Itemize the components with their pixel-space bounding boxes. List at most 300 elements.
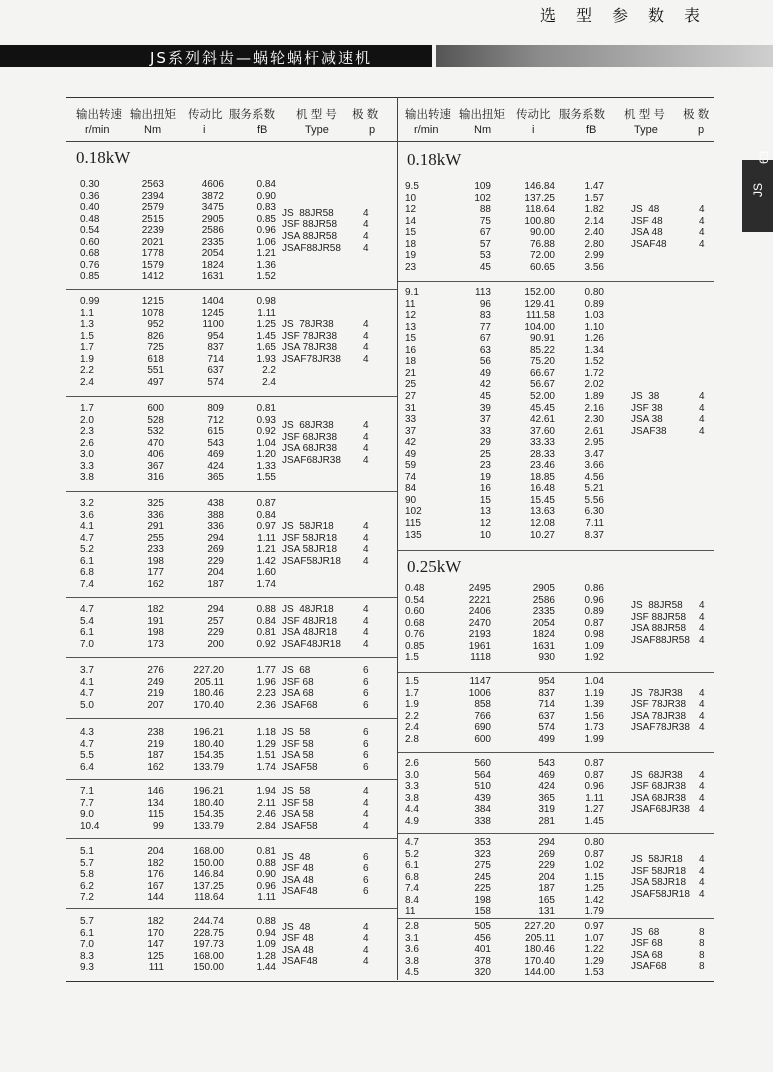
model-type-cell: JSA 68JR38 bbox=[282, 443, 338, 455]
ratio-cell: 543 bbox=[207, 437, 224, 449]
torque-cell: 219 bbox=[147, 738, 164, 750]
torque-cell: 1147 bbox=[469, 676, 491, 687]
speed-cell: 102 bbox=[405, 506, 422, 518]
torque-cell: 29 bbox=[479, 437, 491, 449]
speed-cell: 3.8 bbox=[405, 792, 419, 804]
speed-cell: 7.7 bbox=[80, 797, 94, 809]
model-type-cell: JSA 48 bbox=[282, 874, 314, 886]
ratio-cell: 90.00 bbox=[529, 227, 555, 239]
ratio-cell: 16.48 bbox=[529, 483, 555, 495]
service-factor-cell: 1.47 bbox=[584, 181, 604, 192]
pole-count-cell: 4 bbox=[699, 804, 705, 816]
service-factor-cell: 5.21 bbox=[584, 483, 604, 495]
col-torque-cn: 输出扭矩 bbox=[459, 109, 505, 121]
model-type-cell: JSA 68 bbox=[282, 688, 314, 700]
torque-cell: 325 bbox=[147, 498, 164, 509]
col-service-cn: 服务系数 bbox=[559, 109, 605, 121]
torque-cell: 49 bbox=[479, 367, 491, 379]
speed-cell: 7.4 bbox=[405, 883, 419, 895]
model-type-cell: JS 48 bbox=[282, 851, 311, 863]
col-torque-cn: 输出扭矩 bbox=[130, 109, 176, 121]
torque-cell: 378 bbox=[474, 955, 491, 967]
torque-cell: 2239 bbox=[141, 225, 164, 237]
torque-cell: 2470 bbox=[468, 617, 491, 629]
torque-cell: 401 bbox=[474, 944, 491, 956]
ratio-cell: 2335 bbox=[532, 606, 555, 618]
col-speed-unit: r/min bbox=[414, 124, 439, 136]
ratio-cell: 205.11 bbox=[525, 932, 555, 944]
group-separator bbox=[398, 833, 714, 834]
speed-cell: 1.9 bbox=[80, 353, 94, 365]
pole-count-cell: 4 bbox=[363, 342, 369, 354]
service-factor-cell: 1.72 bbox=[584, 367, 604, 379]
torque-cell: 2221 bbox=[468, 594, 491, 606]
service-factor-cell: 0.88 bbox=[256, 604, 276, 615]
speed-cell: 25 bbox=[405, 379, 417, 391]
model-type-cell: JSA 58 bbox=[282, 750, 314, 762]
torque-cell: 952 bbox=[147, 319, 164, 331]
model-type-cell: JSA 78JR38 bbox=[631, 710, 687, 722]
speed-cell: 8.4 bbox=[405, 894, 419, 906]
service-factor-cell: 1.74 bbox=[256, 578, 276, 590]
torque-cell: 336 bbox=[147, 509, 164, 521]
model-type-cell: JSA 48 bbox=[282, 944, 314, 956]
ratio-cell: 4606 bbox=[201, 179, 224, 190]
speed-cell: 18 bbox=[405, 238, 417, 250]
speed-cell: 4.7 bbox=[405, 837, 419, 848]
ratio-cell: 196.21 bbox=[193, 786, 224, 797]
torque-cell: 42 bbox=[479, 379, 491, 391]
model-type-cell: JSF 68 bbox=[631, 938, 663, 950]
torque-cell: 176 bbox=[147, 869, 164, 881]
ratio-cell: 12.08 bbox=[529, 518, 555, 529]
torque-cell: 88 bbox=[479, 204, 491, 216]
service-factor-cell: 2.80 bbox=[584, 238, 604, 250]
speed-cell: 2.3 bbox=[80, 426, 94, 438]
col-poles-unit: p bbox=[369, 124, 376, 136]
service-factor-cell: 1.57 bbox=[584, 192, 604, 204]
group-separator bbox=[66, 289, 397, 290]
ratio-cell: 1631 bbox=[201, 271, 224, 283]
ratio-cell: 196.21 bbox=[193, 727, 224, 738]
service-factor-cell: 1.39 bbox=[584, 699, 604, 711]
speed-cell: 84 bbox=[405, 483, 417, 495]
ratio-cell: 170.40 bbox=[524, 955, 555, 967]
speed-cell: 6.1 bbox=[405, 860, 419, 872]
col-torque-unit: Nm bbox=[474, 124, 492, 136]
service-factor-cell: 0.90 bbox=[256, 869, 276, 881]
service-factor-cell: 1.11 bbox=[257, 307, 276, 319]
service-factor-cell: 1.20 bbox=[256, 449, 276, 461]
speed-cell: 21 bbox=[405, 367, 417, 379]
speed-cell: 5.2 bbox=[80, 544, 94, 556]
speed-cell: 0.40 bbox=[80, 202, 100, 214]
service-factor-cell: 1.74 bbox=[256, 761, 276, 773]
service-factor-cell: 2.4 bbox=[262, 376, 276, 388]
model-type-cell: JS 58 bbox=[282, 786, 311, 797]
ratio-cell: 294 bbox=[538, 837, 555, 848]
torque-cell: 497 bbox=[147, 376, 164, 388]
model-type-cell: JS 58 bbox=[282, 727, 311, 738]
service-factor-cell: 0.87 bbox=[584, 769, 604, 781]
page-title: JS系列斜齿—蜗轮蜗杆减速机 bbox=[150, 49, 372, 67]
pole-count-cell: 4 bbox=[699, 402, 705, 414]
speed-cell: 4.7 bbox=[80, 532, 94, 544]
model-type-cell: JSA 58 bbox=[282, 809, 314, 821]
pole-count-cell: 4 bbox=[699, 215, 705, 227]
speed-cell: 6.8 bbox=[405, 871, 419, 883]
speed-cell: 0.36 bbox=[80, 190, 100, 202]
service-factor-cell: 1.29 bbox=[256, 738, 276, 750]
service-factor-cell: 1.99 bbox=[584, 733, 604, 745]
model-type-cell: JSF 78JR38 bbox=[282, 330, 338, 342]
page-number: 63 bbox=[757, 150, 771, 164]
ratio-cell: 269 bbox=[207, 544, 224, 556]
model-type-cell: JSF 48 bbox=[631, 215, 663, 227]
model-type-cell: JSF 48 bbox=[282, 863, 314, 875]
group-separator bbox=[66, 657, 397, 658]
speed-cell: 4.7 bbox=[80, 688, 94, 700]
model-type-cell: JSAF58 bbox=[282, 761, 318, 773]
speed-cell: 0.68 bbox=[80, 248, 100, 260]
pole-count-cell: 4 bbox=[363, 638, 369, 650]
torque-cell: 75 bbox=[479, 215, 491, 227]
service-factor-cell: 1.18 bbox=[256, 727, 276, 738]
speed-cell: 1.9 bbox=[405, 699, 419, 711]
ratio-cell: 227.20 bbox=[524, 921, 555, 932]
speed-cell: 0.85 bbox=[405, 640, 425, 652]
speed-cell: 9.1 bbox=[405, 287, 419, 298]
ratio-cell: 150.00 bbox=[193, 857, 224, 869]
torque-cell: 2021 bbox=[141, 236, 164, 248]
service-factor-cell: 0.96 bbox=[256, 880, 276, 892]
service-factor-cell: 1.21 bbox=[256, 248, 276, 260]
speed-cell: 0.99 bbox=[80, 296, 100, 307]
torque-cell: 826 bbox=[147, 330, 164, 342]
torque-cell: 353 bbox=[474, 837, 491, 848]
torque-cell: 134 bbox=[147, 797, 164, 809]
pole-count-cell: 4 bbox=[699, 699, 705, 711]
ratio-cell: 137.25 bbox=[524, 192, 555, 204]
pole-count-cell: 4 bbox=[699, 854, 705, 866]
pole-count-cell: 4 bbox=[363, 521, 369, 533]
service-factor-cell: 0.84 bbox=[256, 509, 276, 521]
pole-count-cell: 4 bbox=[699, 634, 705, 646]
torque-cell: 39 bbox=[479, 402, 491, 414]
model-type-cell: JSF 58JR18 bbox=[631, 865, 687, 877]
speed-cell: 3.8 bbox=[405, 955, 419, 967]
torque-cell: 338 bbox=[474, 815, 491, 827]
ratio-cell: 187 bbox=[207, 578, 224, 590]
model-type-cell: JSAF88JR58 bbox=[282, 242, 341, 254]
service-factor-cell: 1.36 bbox=[256, 259, 276, 271]
ratio-cell: 574 bbox=[207, 376, 224, 388]
power-heading: 0.25kW bbox=[407, 557, 462, 576]
pole-count-cell: 6 bbox=[363, 665, 369, 676]
speed-cell: 0.48 bbox=[405, 583, 425, 594]
speed-cell: 3.6 bbox=[405, 944, 419, 956]
ratio-cell: 66.67 bbox=[529, 367, 555, 379]
speed-cell: 59 bbox=[405, 460, 417, 472]
torque-cell: 147 bbox=[147, 939, 164, 951]
col-poles-cn: 极 数 bbox=[683, 109, 710, 121]
service-factor-cell: 1.10 bbox=[584, 321, 604, 333]
service-factor-cell: 1.51 bbox=[256, 750, 276, 762]
col-type-unit: Type bbox=[634, 124, 658, 136]
torque-cell: 102 bbox=[474, 192, 491, 204]
speed-cell: 0.60 bbox=[80, 236, 100, 248]
pole-count-cell: 4 bbox=[363, 532, 369, 544]
ratio-cell: 13.63 bbox=[529, 506, 555, 518]
ratio-cell: 228.75 bbox=[193, 927, 224, 939]
service-factor-cell: 6.30 bbox=[584, 506, 604, 518]
torque-cell: 15 bbox=[479, 494, 491, 506]
ratio-cell: 229 bbox=[207, 555, 224, 567]
torque-cell: 56 bbox=[479, 356, 491, 368]
speed-cell: 49 bbox=[405, 448, 417, 460]
ratio-cell: 809 bbox=[207, 403, 224, 414]
column-divider bbox=[397, 97, 398, 980]
ratio-cell: 2586 bbox=[201, 225, 224, 237]
pole-count-cell: 6 bbox=[363, 750, 369, 762]
model-type-cell: JS 48 bbox=[282, 921, 311, 933]
torque-cell: 238 bbox=[147, 727, 164, 738]
model-type-cell: JSA 78JR38 bbox=[282, 342, 338, 354]
torque-cell: 690 bbox=[474, 722, 491, 734]
service-factor-cell: 0.88 bbox=[256, 916, 276, 927]
torque-cell: 245 bbox=[474, 871, 491, 883]
ratio-cell: 15.45 bbox=[529, 494, 555, 506]
ratio-cell: 129.41 bbox=[524, 298, 555, 310]
col-type-cn: 机 型 号 bbox=[296, 109, 337, 121]
pole-count-cell: 4 bbox=[363, 820, 369, 832]
pole-count-cell: 4 bbox=[363, 797, 369, 809]
speed-cell: 7.4 bbox=[80, 578, 94, 590]
pole-count-cell: 4 bbox=[363, 230, 369, 242]
speed-cell: 42 bbox=[405, 437, 417, 449]
model-type-cell: JSAF78JR38 bbox=[631, 722, 690, 734]
service-factor-cell: 1.29 bbox=[584, 955, 604, 967]
service-factor-cell: 2.14 bbox=[584, 215, 604, 227]
torque-cell: 77 bbox=[479, 321, 491, 333]
torque-cell: 600 bbox=[147, 403, 164, 414]
speed-cell: 15 bbox=[405, 227, 417, 239]
pole-count-cell: 4 bbox=[363, 555, 369, 567]
speed-cell: 3.3 bbox=[405, 781, 419, 793]
ratio-cell: 104.00 bbox=[524, 321, 555, 333]
model-type-cell: JS 68 bbox=[282, 665, 311, 676]
torque-cell: 187 bbox=[147, 750, 164, 762]
torque-cell: 320 bbox=[474, 967, 491, 979]
service-factor-cell: 1.42 bbox=[584, 894, 604, 906]
model-type-cell: JSF 88JR58 bbox=[282, 219, 338, 231]
ratio-cell: 60.65 bbox=[529, 261, 555, 273]
speed-cell: 3.0 bbox=[80, 449, 94, 461]
model-type-cell: JSF 68 bbox=[282, 676, 314, 688]
torque-cell: 255 bbox=[147, 532, 164, 544]
model-type-cell: JSAF48 bbox=[282, 886, 318, 898]
col-service-unit: fB bbox=[257, 124, 268, 136]
model-type-cell: JSF 48JR18 bbox=[282, 615, 338, 627]
model-type-cell: JSF 58JR18 bbox=[282, 532, 338, 544]
service-factor-cell: 5.56 bbox=[584, 494, 604, 506]
torque-cell: 1579 bbox=[141, 259, 164, 271]
ratio-cell: 954 bbox=[538, 676, 555, 687]
ratio-cell: 10.27 bbox=[529, 529, 555, 541]
torque-cell: 858 bbox=[474, 699, 491, 711]
pole-count-cell: 8 bbox=[699, 926, 705, 938]
side-tab bbox=[742, 150, 773, 232]
pole-count-cell: 4 bbox=[363, 443, 369, 455]
model-type-cell: JSAF58JR18 bbox=[282, 555, 341, 567]
speed-cell: 4.7 bbox=[80, 738, 94, 750]
service-factor-cell: 1.79 bbox=[584, 906, 604, 918]
speed-cell: 0.76 bbox=[405, 629, 425, 641]
model-type-cell: JS 78JR38 bbox=[282, 319, 334, 331]
model-type-cell: JSAF68JR38 bbox=[631, 804, 690, 816]
service-factor-cell: 0.97 bbox=[256, 521, 276, 533]
speed-cell: 1.7 bbox=[405, 687, 419, 699]
pole-count-cell: 4 bbox=[363, 615, 369, 627]
speed-cell: 0.68 bbox=[405, 617, 425, 629]
speed-cell: 0.48 bbox=[80, 213, 100, 225]
service-factor-cell: 8.37 bbox=[584, 529, 604, 541]
ratio-cell: 388 bbox=[207, 509, 224, 521]
ratio-cell: 438 bbox=[207, 498, 224, 509]
speed-cell: 4.1 bbox=[80, 676, 94, 688]
torque-cell: 182 bbox=[147, 916, 164, 927]
torque-cell: 204 bbox=[147, 846, 164, 857]
torque-cell: 207 bbox=[147, 699, 164, 711]
pole-count-cell: 4 bbox=[699, 687, 705, 699]
header-title-band bbox=[0, 45, 432, 67]
col-torque-unit: Nm bbox=[144, 124, 162, 136]
col-poles-unit: p bbox=[698, 124, 705, 136]
torque-cell: 158 bbox=[474, 906, 491, 918]
pole-count-cell: 4 bbox=[363, 604, 369, 615]
ratio-cell: 954 bbox=[207, 330, 224, 342]
pole-count-cell: 4 bbox=[699, 600, 705, 612]
service-factor-cell: 1.52 bbox=[584, 356, 604, 368]
model-type-cell: JS 78JR38 bbox=[631, 687, 683, 699]
torque-cell: 83 bbox=[479, 310, 491, 322]
speed-cell: 6.1 bbox=[80, 927, 94, 939]
pole-count-cell: 8 bbox=[699, 961, 705, 973]
torque-cell: 53 bbox=[479, 250, 491, 262]
group-separator bbox=[66, 779, 397, 780]
service-factor-cell: 1.22 bbox=[584, 944, 604, 956]
ratio-cell: 3475 bbox=[201, 202, 224, 214]
service-factor-cell: 0.98 bbox=[256, 296, 276, 307]
ratio-cell: 131 bbox=[538, 906, 555, 918]
pole-count-cell: 4 bbox=[363, 956, 369, 968]
service-factor-cell: 1.07 bbox=[584, 932, 604, 944]
pole-count-cell: 4 bbox=[699, 227, 705, 239]
model-type-cell: JSAF68 bbox=[631, 961, 667, 973]
pole-count-cell: 6 bbox=[363, 738, 369, 750]
model-type-cell: JSF 58 bbox=[282, 738, 314, 750]
ratio-cell: 1245 bbox=[201, 307, 224, 319]
service-factor-cell: 0.80 bbox=[584, 837, 604, 848]
service-factor-cell: 0.81 bbox=[256, 627, 276, 639]
ratio-cell: 1824 bbox=[532, 629, 555, 641]
power-heading: 0.18kW bbox=[76, 148, 131, 167]
speed-cell: 1.3 bbox=[80, 319, 94, 331]
ratio-cell: 23.46 bbox=[529, 460, 555, 472]
torque-cell: 2563 bbox=[141, 179, 164, 190]
speed-cell: 3.2 bbox=[80, 498, 94, 509]
ratio-cell: 714 bbox=[538, 699, 555, 711]
ratio-cell: 227.20 bbox=[193, 665, 224, 676]
model-type-cell: JS 38 bbox=[631, 390, 660, 402]
model-type-cell: JS 48JR18 bbox=[282, 604, 334, 615]
service-factor-cell: 1.60 bbox=[256, 567, 276, 579]
service-factor-cell: 3.66 bbox=[584, 460, 604, 472]
torque-cell: 57 bbox=[479, 238, 491, 250]
ratio-cell: 319 bbox=[538, 804, 555, 816]
ratio-cell: 281 bbox=[538, 815, 555, 827]
service-factor-cell: 0.84 bbox=[256, 179, 276, 190]
speed-cell: 2.2 bbox=[80, 365, 94, 377]
torque-cell: 406 bbox=[147, 449, 164, 461]
ratio-cell: 1631 bbox=[532, 640, 555, 652]
speed-cell: 3.1 bbox=[405, 932, 419, 944]
torque-cell: 564 bbox=[474, 769, 491, 781]
service-factor-cell: 0.98 bbox=[584, 629, 604, 641]
header-bar bbox=[0, 45, 773, 67]
torque-cell: 162 bbox=[147, 578, 164, 590]
speed-cell: 0.60 bbox=[405, 606, 425, 618]
ratio-cell: 229 bbox=[207, 627, 224, 639]
service-factor-cell: 1.42 bbox=[256, 555, 276, 567]
torque-cell: 470 bbox=[147, 437, 164, 449]
torque-cell: 367 bbox=[147, 460, 164, 472]
ratio-cell: 637 bbox=[538, 710, 555, 722]
service-factor-cell: 1.89 bbox=[584, 390, 604, 402]
ratio-cell: 930 bbox=[538, 652, 555, 664]
pole-count-cell: 4 bbox=[699, 722, 705, 734]
pole-count-cell: 4 bbox=[363, 921, 369, 933]
torque-cell: 2406 bbox=[468, 606, 491, 618]
model-type-cell: JSF 68JR38 bbox=[282, 431, 338, 443]
model-type-cell: JS 68JR38 bbox=[631, 769, 683, 781]
torque-cell: 1961 bbox=[468, 640, 491, 652]
ratio-cell: 85.22 bbox=[529, 344, 555, 356]
service-factor-cell: 1.34 bbox=[584, 344, 604, 356]
ratio-cell: 424 bbox=[207, 460, 224, 472]
ratio-cell: 118.64 bbox=[525, 204, 555, 216]
ratio-cell: 197.73 bbox=[193, 939, 224, 951]
speed-cell: 4.7 bbox=[80, 604, 94, 615]
speed-cell: 7.2 bbox=[80, 892, 94, 904]
group-separator bbox=[66, 491, 397, 492]
service-factor-cell: 1.82 bbox=[584, 204, 604, 216]
service-factor-cell: 0.86 bbox=[584, 583, 604, 594]
pole-count-cell: 4 bbox=[363, 330, 369, 342]
pole-count-cell: 6 bbox=[363, 863, 369, 875]
col-ratio-unit: i bbox=[532, 124, 535, 136]
torque-cell: 146 bbox=[147, 786, 164, 797]
service-factor-cell: 1.52 bbox=[256, 271, 276, 283]
torque-cell: 182 bbox=[147, 604, 164, 615]
service-factor-cell: 0.88 bbox=[256, 857, 276, 869]
pole-count-cell: 8 bbox=[699, 938, 705, 950]
torque-cell: 167 bbox=[147, 880, 164, 892]
speed-cell: 0.54 bbox=[80, 225, 100, 237]
group-separator bbox=[66, 597, 397, 598]
service-factor-cell: 0.92 bbox=[256, 638, 276, 650]
service-factor-cell: 0.92 bbox=[256, 426, 276, 438]
